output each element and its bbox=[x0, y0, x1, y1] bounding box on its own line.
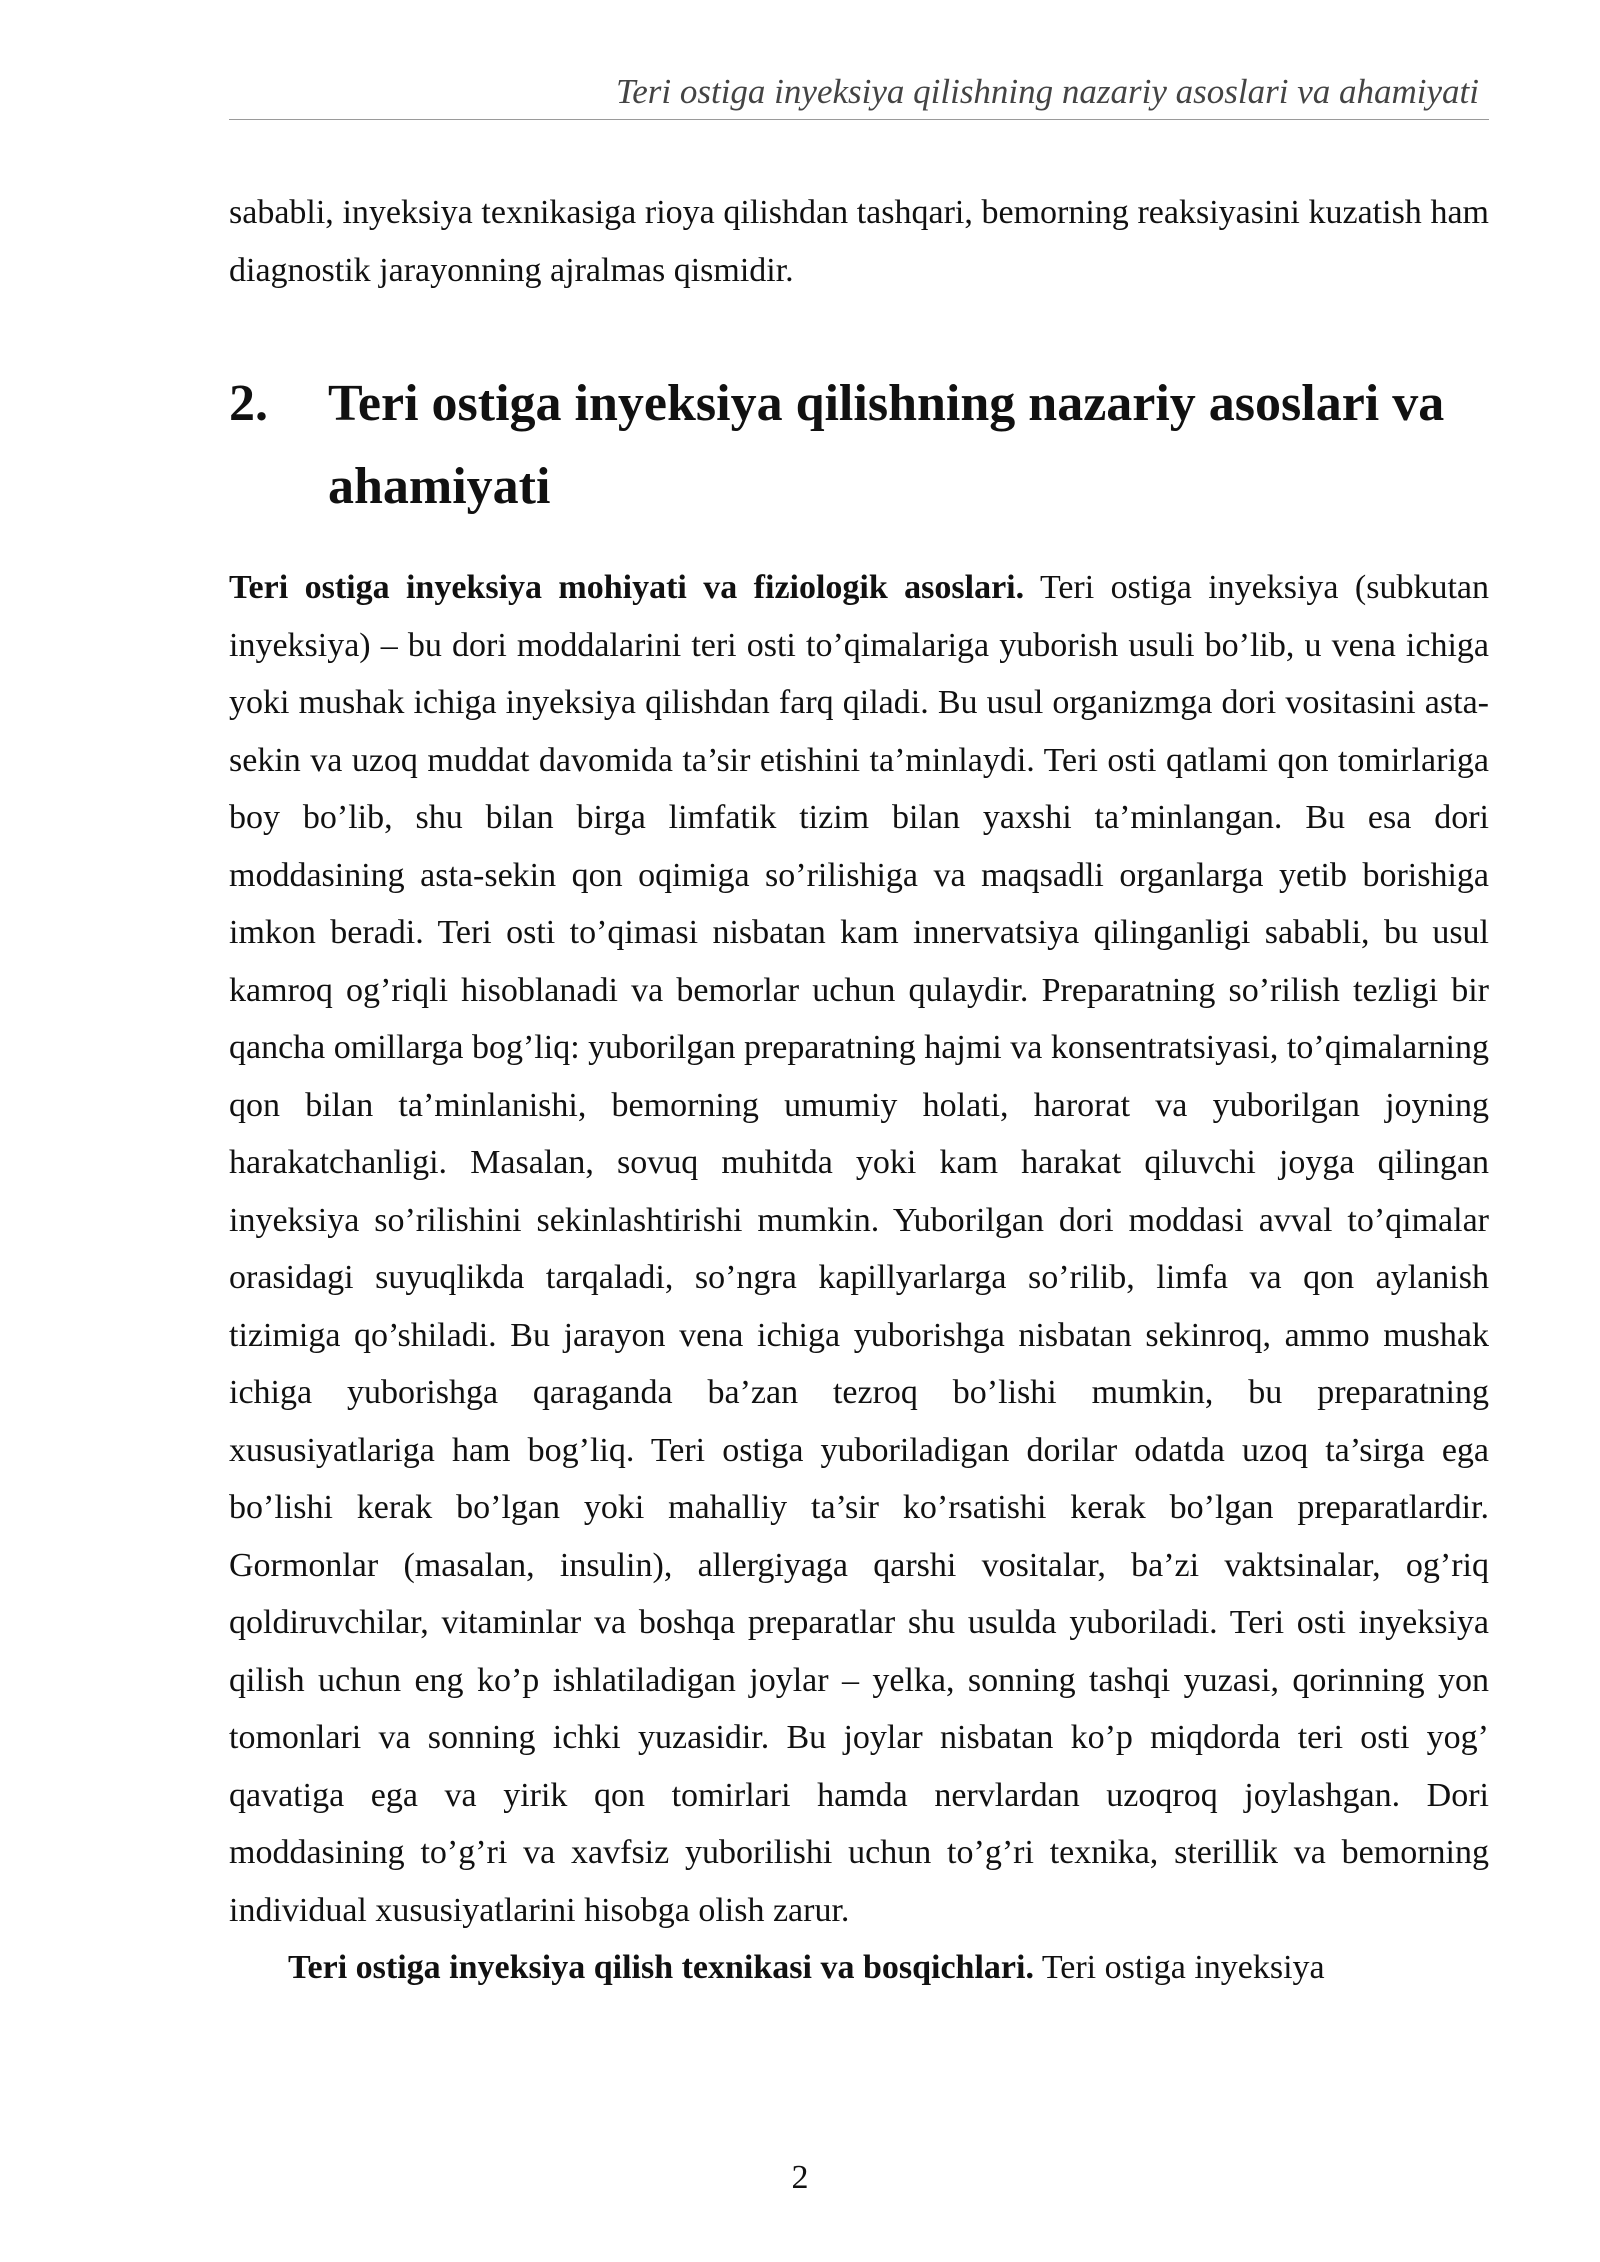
subsection-heading-2: Teri ostiga inyeksiya qilish texnikasi va bosqichlari. bbox=[288, 1949, 1034, 1986]
section-title: Teri ostiga inyeksiya qilishning nazariy asoslari va ahamiyati bbox=[328, 375, 1445, 515]
section-heading bbox=[229, 362, 1489, 528]
subsection-heading-1: Teri ostiga inyeksiya mohiyati va fiziologik asoslari. bbox=[229, 569, 1025, 606]
subsection-paragraph-1 bbox=[229, 559, 1489, 1939]
page-header bbox=[229, 68, 1489, 120]
page-number: 2 bbox=[791, 2159, 809, 2196]
continuation-paragraph: sababli, inyeksiya texnikasiga rioya qilishdan tashqari, bemorning reaksiyasini kuzatish ham diagnostik jarayonning ajralmas qismidir. bbox=[229, 194, 1489, 289]
subsection-text-2: Teri ostiga inyeksiya bbox=[1041, 1949, 1325, 1986]
page-body bbox=[229, 184, 1489, 1997]
section-number: 2. bbox=[229, 375, 268, 432]
subsection-paragraph-2 bbox=[229, 1939, 1489, 1997]
running-title: Teri ostiga inyeksiya qilishning nazariy asoslari va ahamiyati bbox=[615, 72, 1479, 111]
subsection-text-1: Teri ostiga inyeksiya (subkutan inyeksiya) – bu dori moddalarini teri osti to’qimalariga yuborish usuli bo’lib, u vena ichiga yoki mushak ichiga inyeksiya qilishdan farq qiladi. Bu usul organizmga dori vositasini asta-sekin va uzoq muddat davomida ta’sir etishini ta’minlaydi. Teri osti qatlami qon tomirlariga boy bo’lib, shu bilan birga limfatik tizim bilan yaxshi ta’minlangan. Bu esa dori moddasining asta-sekin qon oqimiga so’rilishiga va maqsadli organlarga yetib borishiga imkon beradi. Teri osti to’qimasi nisbatan kam innervatsiya qilinganligi sababli, bu usul kamroq og’riqli hisoblanadi va bemorlar uchun qulaydir. Preparatning so’rilish tezligi bir qancha omillarga bog’liq: yuborilgan preparatning hajmi va konsentratsiyasi, to’qimalarning qon bilan ta’minlanishi, bemorning umumiy holati, harorat va yuborilgan joyning harakatchanligi. Masalan, sovuq muhitda yoki kam harakat qiluvchi joyga qilingan inyeksiya so’rilishini sekinlashtirishi mumkin. Yuborilgan dori moddasi avval to’qimalar orasidagi suyuqlikda tarqaladi, so’ngra kapillyarlarga so’rilib, limfa va qon aylanish tizimiga qo’shiladi. Bu jarayon vena ichiga yuborishga nisbatan sekinroq, ammo mushak ichiga yuborishga qaraganda ba’zan tezroq bo’lishi mumkin, bu preparatning xususiyatlariga ham bog’liq. Teri ostiga yuboriladigan dorilar odatda uzoq ta’sirga ega bo’lishi kerak bo’lgan yoki mahalliy ta’sir ko’rsatishi kerak bo’lgan preparatlardir. Gormonlar (masalan, insulin), allergiyaga qarshi vositalar, ba’zi vaktsinalar, og’riq qoldiruvchilar, vitaminlar va boshqa preparatlar shu usulda yuboriladi. Teri osti inyeksiya qilish uchun eng ko’p ishlatiladigan joylar – yelka, sonning tashqi yuzasi, qorinning yon tomonlari va sonning ichki yuzasidir. Bu joylar nisbatan ko’p miqdorda teri osti yog’ qavatiga ega va yirik qon tomirlari hamda nervlardan uzoqroq joylashgan. Dori moddasining to’g’ri va xavfsiz yuborilishi uchun to’g’ri texnika, sterillik va bemorning individual xususiyatlarini hisobga olish zarur. bbox=[229, 569, 1490, 1929]
